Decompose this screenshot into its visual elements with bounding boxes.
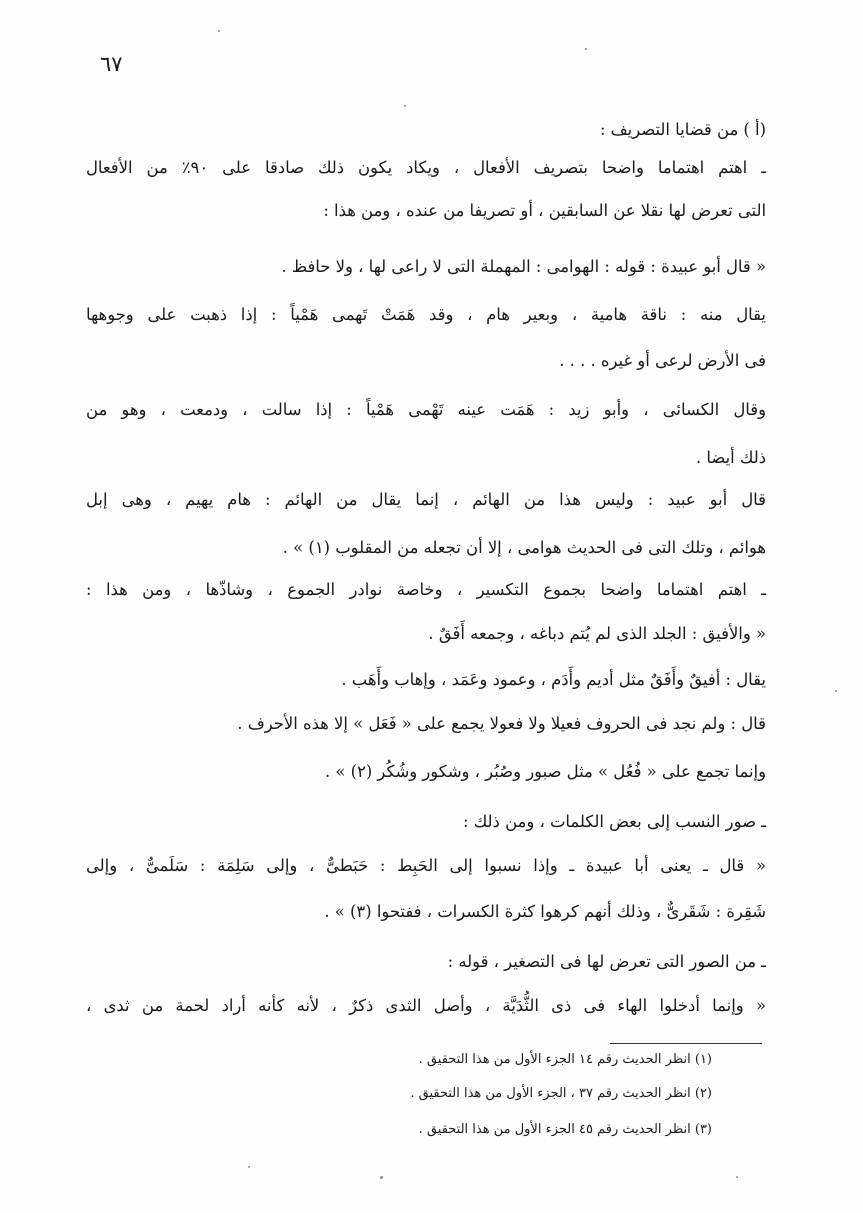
scan-speck — [835, 690, 837, 692]
footnote-item: (٣) انظر الحديث رقم ٤٥ الجزء الأول من هذا التحقيق . — [418, 1122, 712, 1137]
footnote-item: (١) انظر الحديث رقم ١٤ الجزء الأول من هذا التحقيق . — [418, 1052, 712, 1067]
text-line: « والأفيق : الجلد الذى لم يُتم دباغه ، وجمعه أَفَقٌ . — [428, 624, 766, 643]
text-line: ـ صور النسب إلى بعض الكلمات ، ومن ذلك : — [463, 812, 766, 831]
text-line: التى تعرض لها نقلا عن السابقين ، أو تصريفا من عنده ، ومن هذا : — [323, 201, 766, 220]
scan-speck — [380, 1176, 383, 1179]
page-number: ٦٧ — [100, 52, 123, 76]
text-line: « قال ـ يعنى أبا عبيدة ـ وإذا نسبوا إلى الحَبِط : حَبَطىٌّ ، وإلى سَلِمَة : سَلَمىٌّ ، وإلى — [86, 856, 766, 875]
text-line: وإنما تجمع على « فُعُل » مثل صبور وصُبُر ، وشكور وشُكُر (٢) » . — [324, 762, 766, 781]
text-line: شَقِرة : شَقَرىٌّ ، وذلك أنهم كرهوا كثرة الكسرات ، ففتحوا (٣) » . — [324, 902, 766, 921]
text-line: فى الأرض لرعى أو غيره . . . . — [559, 351, 766, 370]
text-line: وقال الكسائى ، وأبو زيد : هَمَت عينه تَهْمى هَمْياً : إذا سالت ، ودمعت ، وهو من — [86, 400, 766, 419]
scan-speck — [404, 105, 406, 107]
footnote-divider — [610, 1043, 762, 1044]
footnote-item: (٢) انظر الحديث رقم ٣٧ ، الجزء الأول من هذا التحقيق . — [410, 1086, 712, 1101]
scan-speck — [585, 48, 587, 50]
text-line: قال : ولم نجد فى الحروف فعيلا ولا فعولا يجمع على « فَعَل » إلا هذه الأحرف . — [237, 714, 766, 733]
text-line: يقال منه : ناقة هامية ، وبعير هام ، وقد هَمَتْ تَهمى هَمْياً : إذا ذهبت على وجوهها — [86, 305, 766, 324]
text-line-heading: (أ ) من قضايا التصريف : — [599, 120, 766, 139]
text-line: ـ اهتم اهتماما واضحا بتصريف الأفعال ، ويكاد يكون ذلك صادقا على ٩٠٪ من الأفعال — [86, 158, 767, 177]
text-line: يقال : أفيقٌ وأَفَقٌ مثل أديم وأَدَم ، وعمود وعَمَد ، وإهاب وأَهَب . — [341, 670, 766, 689]
scan-speck — [218, 30, 220, 32]
text-line: « وإنما أدخلوا الهاء فى ذى الثُّدَيَّة ، وأصل الثدى ذكرٌ ، لأنه كأنه أراد لحمة من ثدى ، — [86, 996, 766, 1015]
scan-speck — [736, 1176, 738, 1178]
text-line: « قال أبو عبيدة : قوله : الهوامى : المهملة التى لا راعى لها ، ولا حافظ . — [281, 257, 766, 276]
text-line: هوائم ، وتلك التى فى الحديث هوامى ، إلا أن تجعله من المقلوب (١) » . — [282, 538, 766, 557]
text-line: ذلك أيضا . — [695, 448, 766, 467]
text-line: ـ اهتم اهتماما واضحا بجموع التكسير ، وخاصة نوادر الجموع ، وشاذّها ، ومن هذا : — [86, 580, 766, 599]
text-line: ـ من الصور التى تعرض لها فى التصغير ، قوله : — [447, 952, 766, 971]
text-line: قال أبو عبيد : وليس هذا من الهائم ، إنما يقال من الهائم : هام يهيم ، وهى إبل — [86, 490, 766, 509]
scan-speck — [248, 1166, 250, 1168]
